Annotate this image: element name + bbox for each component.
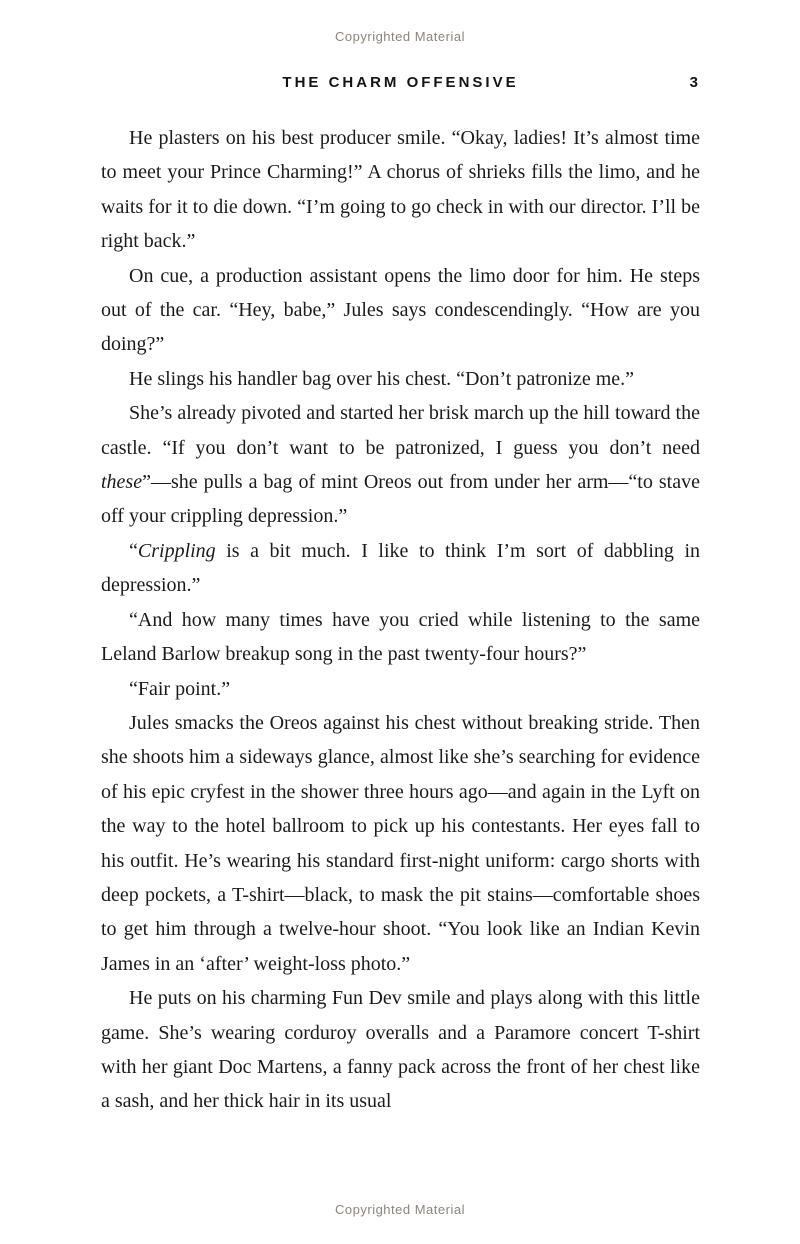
copyright-notice-top: Copyrighted Material (335, 29, 465, 44)
paragraph (101, 603, 700, 672)
paragraph (101, 259, 700, 362)
paragraph (101, 121, 700, 259)
text-run: He puts on his charming Fun Dev smile and plays along with this little game. She’s wearing corduroy overalls and a Paramore concert T-shirt with her giant Doc Martens, a fanny pack across the front of her chest like a sash, and her thick hair in its usual (101, 987, 700, 1113)
text-run: He slings his handler bag over his chest. “Don’t patronize me.” (129, 367, 635, 390)
paragraph (101, 362, 700, 396)
page-body (101, 121, 700, 1119)
text-run: He plasters on his best producer smile. “Okay, ladies! It’s almost time to meet your Prince Charming!” A chorus of shrieks fills the limo, and he waits for it to die down. “I’m going to go check in with our director. I’ll be right back.” (101, 127, 700, 253)
italic-text-run: Crippling (137, 539, 216, 562)
paragraph (101, 396, 700, 534)
running-head (101, 74, 700, 94)
paragraph (101, 981, 700, 1119)
text-run: Jules smacks the Oreos against his chest without breaking stride. Then she shoots him a sideways glance, almost like she’s searching for evidence of his epic cryfest in the shower three hours ago—and again in the Lyft on the way to the hotel ballroom to pick up his contestants. Her eyes fall to his outfit. He’s wearing his standard first-night uniform: cargo shorts with deep pockets, a T-shirt—black, to mask the pit stains—comfortable shoes to get him through a twelve-hour shoot. “You look like an Indian Kevin James in an ‘after’ weight-loss photo.” (101, 711, 700, 975)
text-run: ”—she pulls a bag of mint Oreos out from under her arm—“to stave off your crippling depression.” (101, 471, 700, 528)
paragraph (101, 672, 700, 706)
text-run: “Fair point.” (129, 677, 231, 700)
text-run: is a bit much. I like to think I’m sort of dabbling in depression.” (101, 539, 700, 597)
chapter-title: THE CHARM OFFENSIVE (282, 74, 519, 91)
text-run: “And how many times have you cried while listening to the same Leland Barlow breakup song in the past twenty-four hours?” (101, 608, 700, 666)
italic-text-run: these (101, 471, 143, 494)
text-run: “ (129, 539, 138, 562)
page-number: 3 (689, 74, 698, 91)
text-run: She’s already pivoted and started her brisk march up the hill toward the castle. “If you don’t want to be patronized, I guess you don’t need (101, 402, 700, 459)
paragraph (101, 706, 700, 981)
text-run: On cue, a production assistant opens the limo door for him. He steps out of the car. “Hey, babe,” Jules says condescendingly. “How are you doing?” (101, 264, 700, 356)
paragraph (101, 534, 700, 603)
copyright-notice-bottom: Copyrighted Material (335, 1202, 465, 1217)
